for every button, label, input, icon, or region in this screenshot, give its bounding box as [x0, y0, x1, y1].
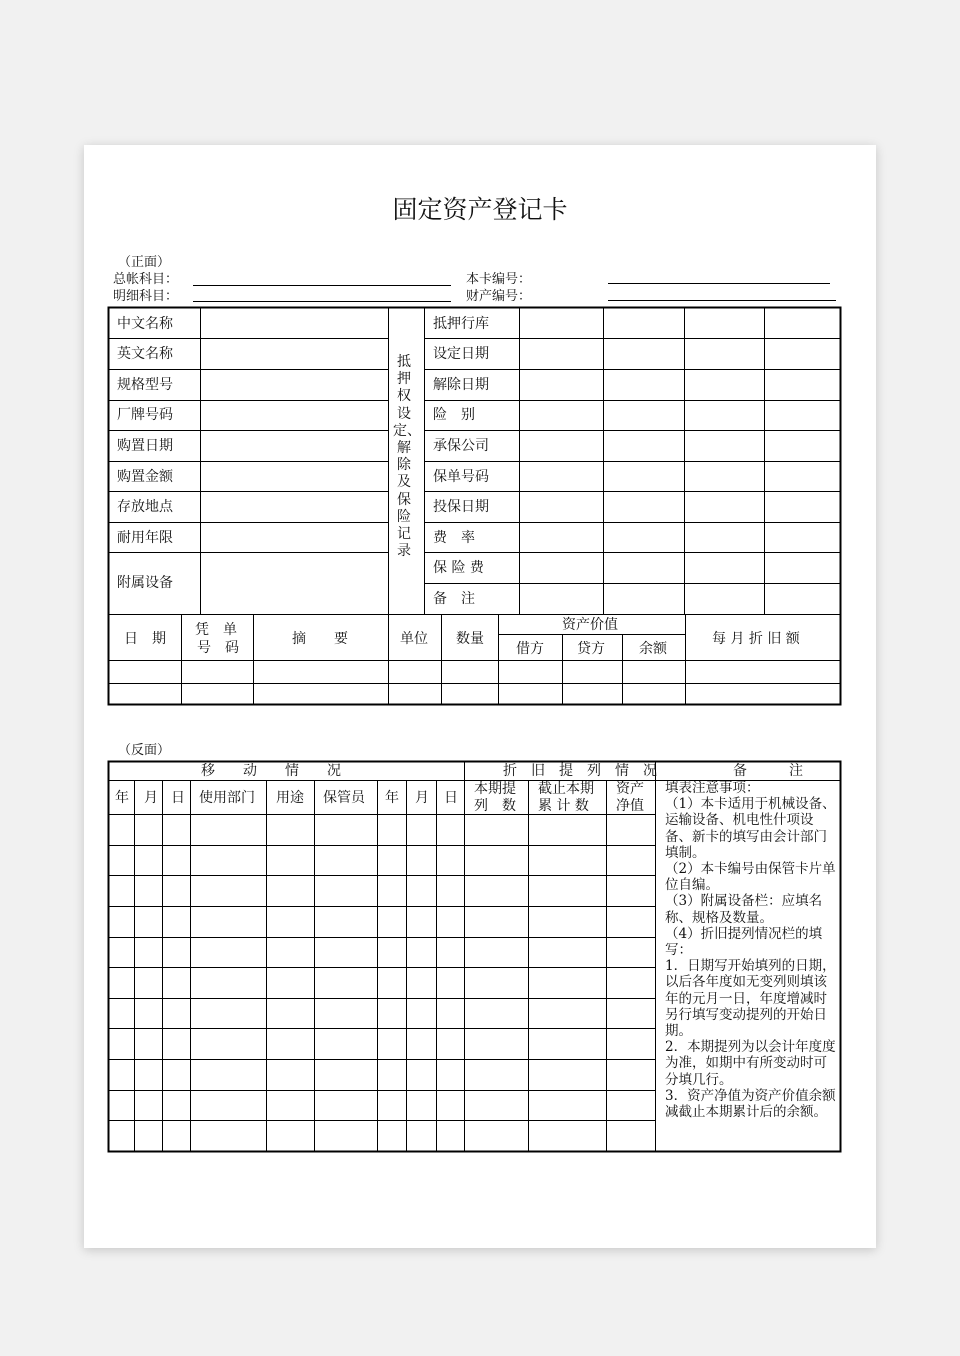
row-label-rate: 费 率: [433, 530, 475, 546]
row-label-premium: 保 险 费: [433, 560, 484, 576]
header-debit: 借方: [516, 641, 544, 657]
page-title: 固定资产登记卡: [392, 195, 568, 224]
col-dept: 使用部门: [199, 790, 255, 806]
ledger-account-label: 总帐科目：: [113, 272, 179, 287]
col-month-2: 月: [415, 790, 429, 806]
col-month-1: 月: [144, 790, 158, 806]
row-label-accessories: 附属设备: [117, 575, 173, 591]
row-label-mortgage-bank: 抵押行库: [433, 316, 489, 332]
header-voucher-1: 凭 单: [195, 622, 237, 638]
col-net-value-1: 资产: [616, 781, 644, 797]
row-label-purchase-date: 购置日期: [117, 438, 173, 454]
instruction-item: （2）本卡编号由保管卡片单位自编。: [665, 861, 836, 894]
col-accumulated-1: 截止本期: [538, 781, 594, 797]
asset-no-label: 财产编号：: [466, 289, 532, 304]
instruction-item: 1．日期写开始填列的日期，以后各年度如无变列则填该年的元月一日，年度增减时另行填写变动提列的开始日期。: [665, 958, 836, 1040]
row-label-purchase-amount: 购置金额: [117, 469, 173, 485]
col-net-value-2: 净值: [616, 798, 644, 814]
col-keeper: 保管员: [323, 790, 365, 806]
instruction-item: （3）附属设备栏：应填名称、规格及数量。: [665, 893, 823, 926]
mortgage-insurance-vertical-label: 抵押权设定、解除及保险记录: [393, 354, 421, 560]
row-label-release-date: 解除日期: [433, 377, 489, 393]
col-accumulated-2: 累 计 数: [538, 798, 589, 814]
instruction-item: （1）本卡适用于机械设备、运输设备、机电性什项设备、新卡的填写由会计部门填制。: [665, 796, 836, 861]
row-label-insured-date: 投保日期: [433, 499, 489, 515]
col-day-1: 日: [171, 790, 185, 806]
row-label-cn-name: 中文名称: [117, 316, 173, 332]
col-year-2: 年: [385, 790, 399, 806]
header-unit: 单位: [400, 631, 428, 647]
header-date: 日 期: [124, 631, 166, 647]
instruction-item: 3．资产净值为资产价值余额减截止本期累计后的余额。: [665, 1087, 836, 1121]
instruction-item: 2．本期提列为以会计年度度为准，如期中有所变动时可分填几行。: [665, 1039, 836, 1088]
header-movement: 移 动 情 况: [201, 763, 341, 779]
row-label-useful-life: 耐用年限: [117, 530, 173, 546]
header-monthly-depreciation: 每 月 折 旧 额: [712, 631, 800, 647]
header-voucher-2: 号 码: [197, 640, 239, 656]
header-depreciation: 折 旧 提 列 情 况: [503, 763, 657, 779]
row-label-brand: 厂牌号码: [117, 407, 173, 423]
col-year-1: 年: [115, 790, 129, 806]
col-current-period-1: 本期提: [474, 781, 516, 797]
col-current-period-2: 列 数: [474, 798, 516, 814]
instructions-title: 填表注意事项：: [665, 780, 760, 796]
header-balance: 余额: [639, 641, 667, 657]
row-label-model: 规格型号: [117, 377, 173, 393]
row-label-location: 存放地点: [117, 499, 173, 515]
header-quantity: 数量: [456, 631, 484, 647]
header-summary: 摘 要: [292, 631, 348, 647]
header-credit: 贷方: [577, 641, 605, 657]
col-day-2: 日: [444, 790, 458, 806]
detail-account-label: 明细科目：: [113, 289, 179, 304]
header-remarks: 备 注: [733, 763, 803, 779]
row-label-insurer: 承保公司: [433, 438, 489, 454]
header-asset-value: 资产价值: [562, 617, 618, 633]
back-side-label: （反面）: [118, 743, 171, 758]
row-label-policy-no: 保单号码: [433, 469, 489, 485]
row-label-insurance-type: 险 别: [433, 407, 475, 423]
col-usage: 用途: [276, 790, 304, 806]
instruction-item: （4）折旧提列情况栏的填写：: [665, 925, 823, 959]
row-label-en-name: 英文名称: [117, 346, 173, 362]
front-side-label: （正面）: [118, 255, 171, 270]
fill-instructions: [665, 780, 839, 1120]
row-label-setup-date: 设定日期: [433, 346, 489, 362]
card-no-label: 本卡编号：: [466, 272, 532, 287]
row-label-notes: 备 注: [433, 591, 475, 607]
